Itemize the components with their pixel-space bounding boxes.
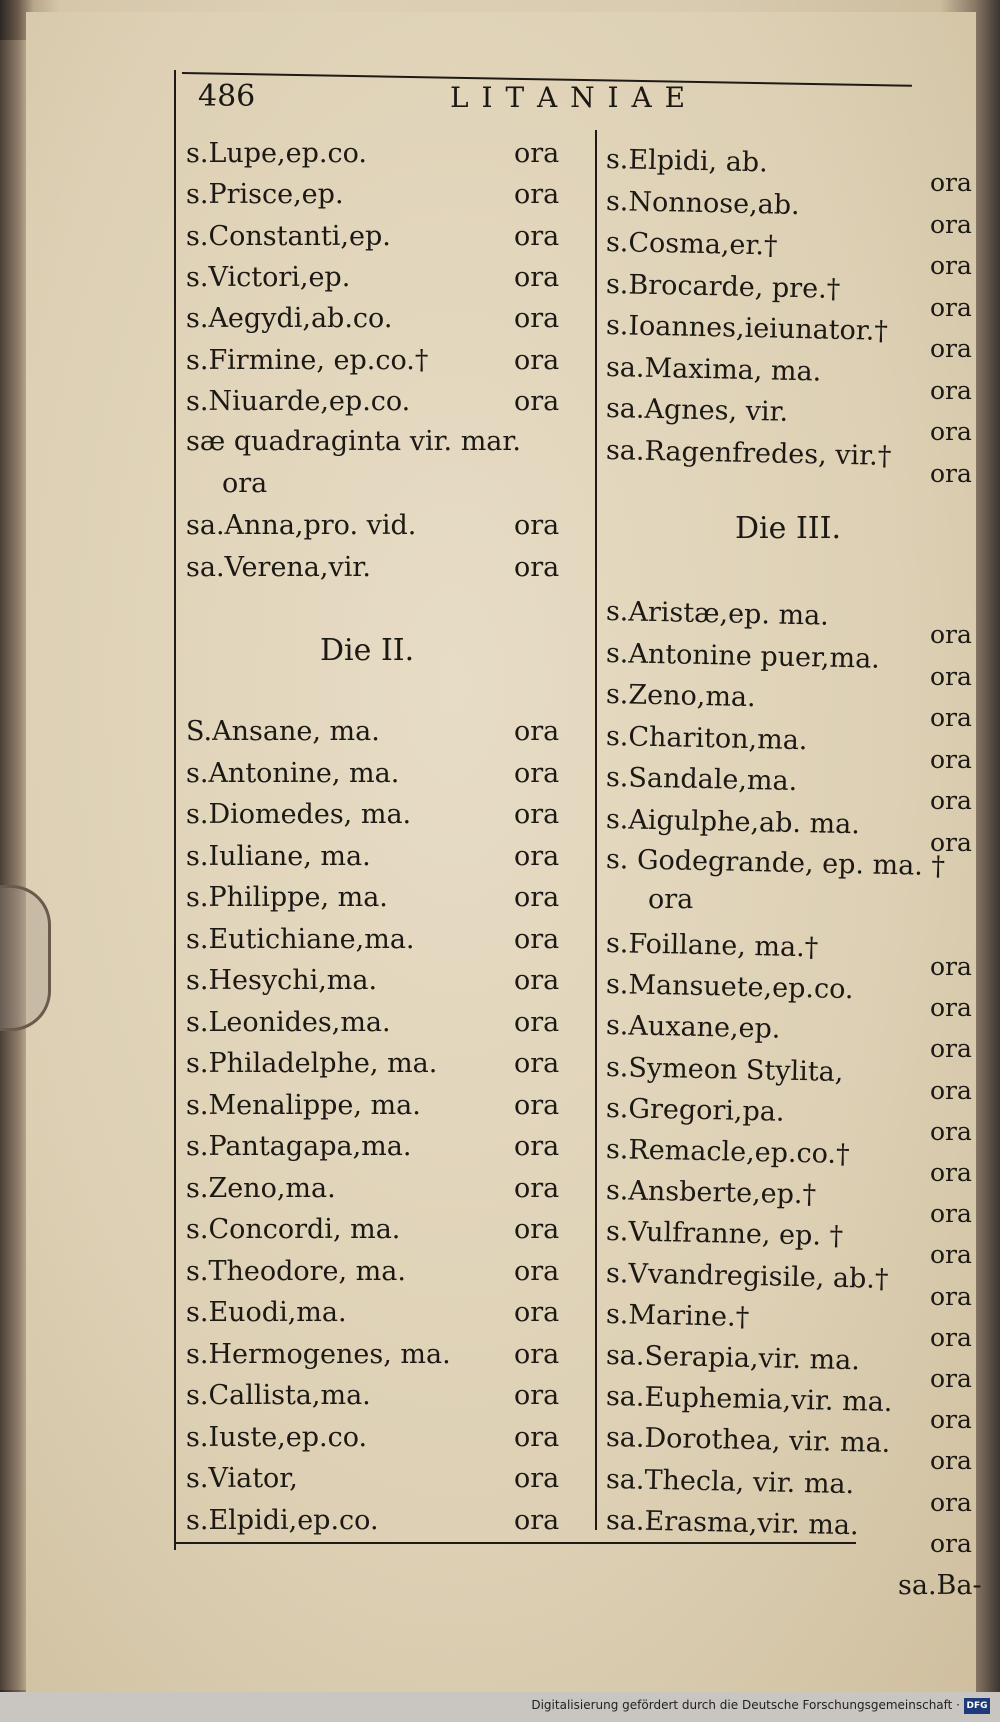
- response-ora: ora: [930, 993, 972, 1023]
- footer-credit: Digitalisierung gefördert durch die Deutsche Forschungsgemeinschaft ·: [531, 1698, 960, 1712]
- litany-entry: s.Ansberte,ep.†: [605, 1175, 817, 1211]
- litany-entry: s.Elpidi, ab.: [605, 144, 769, 179]
- litany-entry: s.Vvandregisile, ab.†: [605, 1257, 889, 1295]
- litany-entry: s.Zeno,ma.: [186, 1172, 336, 1204]
- litany-entry: s.Gregori,pa.: [605, 1092, 785, 1128]
- response-ora: ora: [930, 1322, 972, 1352]
- litany-entry: sa.Anna,pro. vid.: [186, 510, 417, 541]
- response-ora: ora: [648, 884, 694, 915]
- litany-entry: s.Symeon Stylita,: [605, 1051, 844, 1088]
- catchword: sa.Ba-: [898, 1570, 982, 1601]
- response-ora: ora: [930, 1199, 972, 1229]
- response-ora: ora: [514, 1421, 560, 1453]
- litany-entry: sa.Thecla, vir. ma.: [605, 1463, 855, 1500]
- response-ora: ora: [514, 261, 560, 293]
- response-ora: ora: [514, 510, 560, 541]
- litany-entry: s.Firmine, ep.co.†: [186, 344, 429, 376]
- response-ora: ora: [930, 1075, 972, 1105]
- response-ora: ora: [514, 138, 560, 169]
- litany-entry: s.Constanti,ep.: [186, 220, 391, 252]
- response-ora: ora: [514, 1255, 560, 1287]
- response-ora: ora: [514, 220, 560, 252]
- response-ora: ora: [514, 716, 560, 747]
- dfg-logo: DFG: [964, 1698, 990, 1714]
- litany-entry: s.Brocarde, pre.†: [605, 268, 841, 305]
- litany-entry: s.Aegydi,ab.co.: [186, 303, 393, 335]
- response-ora: ora: [930, 744, 972, 774]
- response-ora: ora: [930, 620, 972, 649]
- response-ora: ora: [930, 1405, 972, 1435]
- response-ora: ora: [930, 292, 972, 322]
- litany-entry: s.Lupe,ep.co.: [186, 138, 367, 169]
- litany-entry: s.Leonides,ma.: [186, 1006, 391, 1038]
- litany-entry: s.Vulfranne, ep. †: [605, 1216, 844, 1253]
- litany-entry: s.Eutichiane,ma.: [186, 923, 415, 955]
- litany-entry: s.Hermogenes, ma.: [186, 1338, 451, 1370]
- litany-entry: s.Theodore, ma.: [186, 1255, 406, 1287]
- litany-entry: s.Victori,ep.: [186, 261, 351, 293]
- response-ora: ora: [930, 1240, 972, 1270]
- response-ora: ora: [514, 1172, 560, 1204]
- response-ora: ora: [514, 799, 560, 830]
- response-ora: ora: [514, 965, 560, 996]
- response-ora: ora: [514, 1504, 560, 1536]
- litany-entry: s.Chariton,ma.: [605, 720, 808, 756]
- response-ora: ora: [514, 344, 560, 376]
- litany-entry: S.Ansane, ma.: [186, 716, 380, 747]
- page-number: 486: [198, 79, 256, 114]
- response-ora: ora: [930, 375, 972, 405]
- litany-entry: sa.Euphemia,vir. ma.: [605, 1381, 893, 1419]
- response-ora: ora: [514, 1089, 560, 1121]
- response-ora: ora: [930, 1528, 972, 1558]
- response-ora: ora: [930, 1034, 972, 1064]
- response-ora: ora: [514, 385, 560, 417]
- response-ora: ora: [930, 827, 972, 857]
- response-ora: ora: [514, 1380, 560, 1411]
- response-ora: ora: [930, 251, 972, 280]
- response-ora: ora: [222, 468, 268, 499]
- response-ora: ora: [930, 1446, 972, 1476]
- litany-entry: sa.Maxima, ma.: [605, 351, 822, 388]
- litany-entry: s.Hesychi,ma.: [186, 965, 378, 996]
- response-ora: ora: [514, 303, 560, 335]
- litany-entry: s.Ioannes,ieiunator.†: [605, 310, 889, 347]
- column-divider-rule: [595, 130, 597, 1530]
- response-ora: ora: [514, 882, 560, 913]
- litany-entry: s.Menalippe, ma.: [186, 1089, 421, 1121]
- litany-entry: s.Cosma,er.†: [605, 227, 778, 262]
- response-ora: ora: [514, 1463, 560, 1494]
- litany-entry: s.Aristæ,ep. ma.: [605, 596, 830, 632]
- litany-entry: sa.Dorothea, vir. ma.: [605, 1422, 891, 1460]
- litany-entry: s.Foillane, ma.†: [605, 928, 819, 964]
- page-clip: [0, 885, 51, 1031]
- response-ora: ora: [514, 1048, 560, 1079]
- response-ora: ora: [930, 1116, 972, 1146]
- response-ora: ora: [514, 1297, 560, 1328]
- left-border-rule: [174, 70, 176, 1550]
- litany-entry: s.Niuarde,ep.co.: [186, 385, 411, 417]
- litany-entry: sa.Agnes, vir.: [605, 393, 789, 428]
- footer-rule: [176, 1542, 856, 1544]
- litany-entry: s.Pantagapa,ma.: [186, 1131, 412, 1162]
- litany-entry: s.Viator,: [186, 1463, 298, 1494]
- litany-entry: s.Philadelphe, ma.: [186, 1048, 438, 1079]
- response-ora: ora: [930, 1281, 972, 1311]
- litany-entry: sa.Serapia,vir. ma.: [605, 1340, 861, 1377]
- running-title: L I T A N I A E: [450, 81, 688, 114]
- response-ora: ora: [930, 458, 972, 488]
- litany-entry: s.Zeno,ma.: [605, 679, 756, 714]
- litany-entry: s.Philippe, ma.: [186, 882, 388, 913]
- litany-entry: s.Callista,ma.: [186, 1380, 371, 1411]
- litany-entry: s.Prisce,ep.: [186, 179, 344, 211]
- day-heading: Die II.: [320, 633, 415, 668]
- litany-entry: sa.Erasma,vir. ma.: [605, 1504, 859, 1542]
- response-ora: ora: [930, 661, 972, 691]
- response-ora: ora: [514, 923, 560, 955]
- response-ora: ora: [930, 334, 972, 363]
- response-ora: ora: [514, 1131, 560, 1162]
- litany-entry: s.Elpidi,ep.co.: [186, 1504, 379, 1536]
- litany-entry: s.Marine.†: [605, 1298, 750, 1333]
- response-ora: ora: [930, 417, 972, 446]
- response-ora: ora: [514, 1214, 560, 1245]
- litany-entry: s.Diomedes, ma.: [186, 799, 412, 830]
- response-ora: ora: [930, 209, 972, 239]
- response-ora: ora: [930, 703, 972, 732]
- digitization-footer: [0, 1692, 1000, 1722]
- litany-entry: s.Sandale,ma.: [605, 762, 798, 798]
- response-ora: ora: [514, 1338, 560, 1370]
- response-ora: ora: [930, 1364, 972, 1393]
- response-ora: ora: [514, 179, 560, 211]
- response-ora: ora: [514, 552, 560, 583]
- litany-entry: s.Remacle,ep.co.†: [605, 1134, 850, 1171]
- litany-entry: s.Iuste,ep.co.: [186, 1421, 368, 1453]
- litany-entry: sa.Verena,vir.: [186, 552, 371, 583]
- response-ora: ora: [930, 168, 972, 197]
- litany-entry: s.Antonine, ma.: [186, 757, 400, 789]
- litany-entry: s.Concordi, ma.: [186, 1214, 401, 1245]
- litany-entry: s. Godegrande, ep. ma. †: [605, 844, 946, 883]
- response-ora: ora: [514, 757, 560, 789]
- litany-entry: s.Antonine puer,ma.: [605, 637, 881, 675]
- litany-entry: s.Auxane,ep.: [605, 1010, 781, 1046]
- response-ora: ora: [930, 1487, 972, 1517]
- litany-entry: s.Iuliane, ma.: [186, 840, 371, 872]
- litany-entry: s.Aigulphe,ab. ma.: [605, 803, 861, 840]
- litany-entry: s.Mansuete,ep.co.: [605, 969, 854, 1006]
- litany-entry: sæ quadraginta vir. mar.: [186, 426, 521, 457]
- day-heading: Die III.: [735, 511, 842, 546]
- response-ora: ora: [514, 840, 560, 872]
- response-ora: ora: [930, 1158, 972, 1187]
- response-ora: ora: [930, 952, 972, 981]
- response-ora: ora: [930, 786, 972, 815]
- litany-entry: sa.Ragenfredes, vir.†: [605, 434, 892, 472]
- litany-entry: s.Euodi,ma.: [186, 1297, 347, 1328]
- response-ora: ora: [514, 1006, 560, 1038]
- litany-entry: s.Nonnose,ab.: [605, 185, 801, 221]
